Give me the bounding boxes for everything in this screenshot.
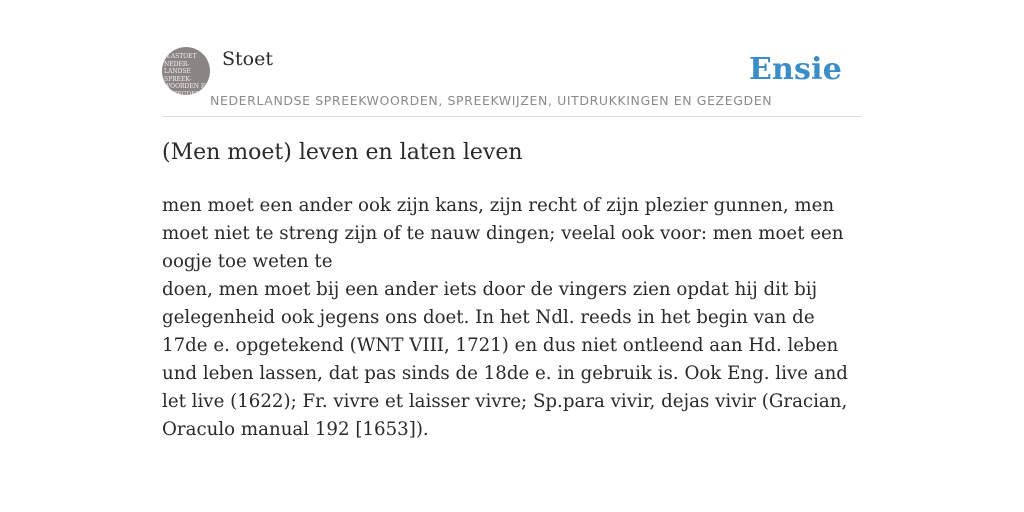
entry-title: (Men moet) leven en laten leven [162, 140, 523, 165]
entry-definition: men moet een ander ook zijn kans, zijn recht of zijn plezier gunnen, men moet niet te streng zijn of te nauw dingen; veelal ook voor: men moet een oogje toe weten te doen, men moet bij een ander iets door de vingers zien opdat hij dit bij gelegenheid ook jegens ons doet. In het Ndl. reeds in het begin van de 17de e. opgetekend (WNT VIII, 1721) en dus niet ontleend aan Hd. leben und leben lassen, dat pas sinds de 18de e. in gebruik is. Ook Eng. live and let live (1622); Fr. vivre et laisser vivre; Sp.para vivir, dejas vivir (Gracian, Oraculo manual 192 [1653]). [162, 195, 848, 440]
author-name[interactable]: Stoet [222, 48, 273, 70]
book-cover-avatar[interactable] [162, 47, 210, 95]
brand-logo[interactable]: Ensie [748, 52, 842, 87]
book-title[interactable]: NEDERLANDSE SPREEKWOORDEN, SPREEKWIJZEN, UITDRUKKINGEN EN GEZEGDEN [210, 93, 773, 108]
book-cover-text: N.ASTOET NEDER- LANDSE SPREEK- WOORDEN EN GEZEGDEN [164, 53, 210, 95]
page-header [162, 40, 862, 117]
